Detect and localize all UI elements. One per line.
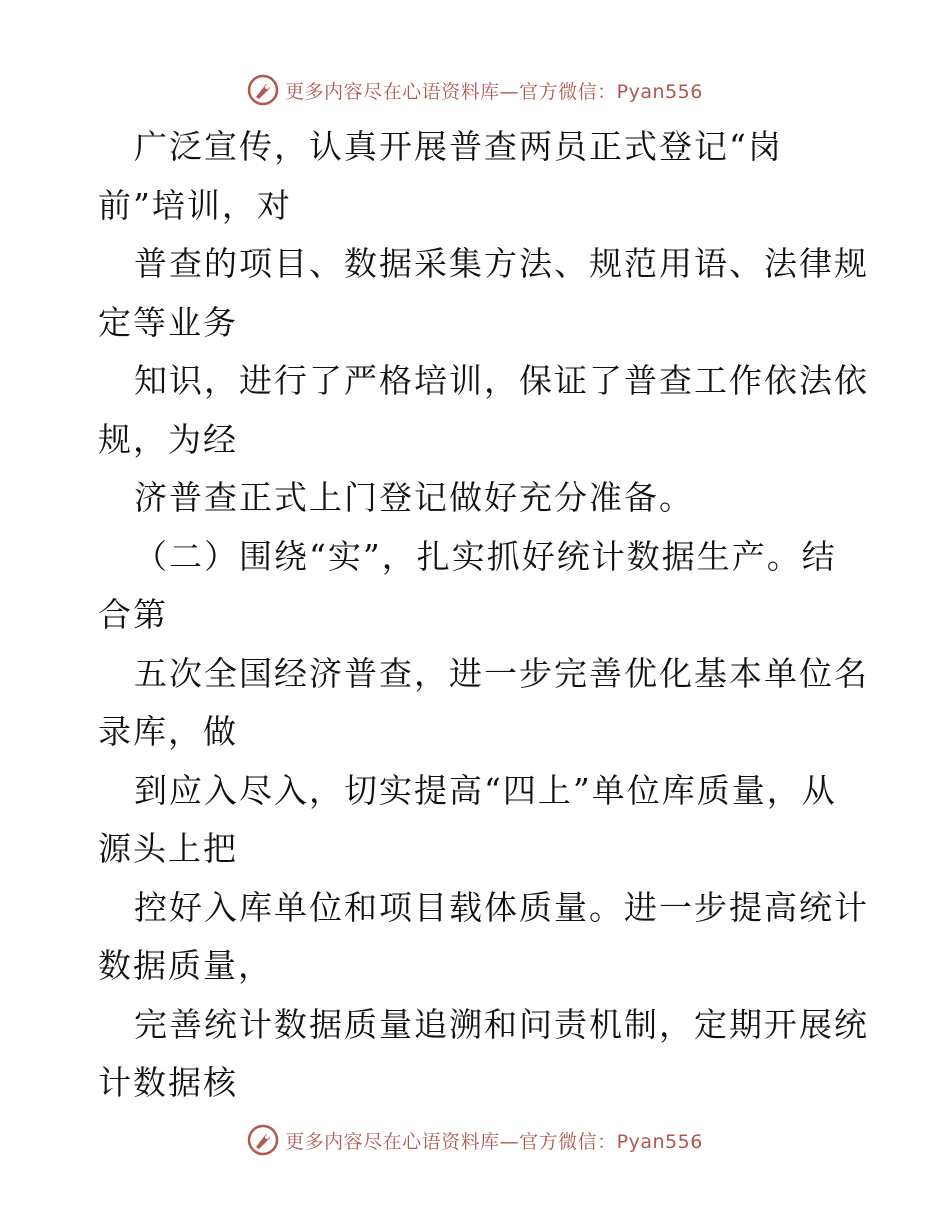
banner-text: 更多内容尽在心语资料库—官方微信：Pyan556: [285, 1130, 703, 1153]
text-line: 合第: [98, 595, 168, 634]
text-line: 广泛宣传，认真开展普查两员正式登记“岗: [134, 127, 783, 166]
text-line: （二）围绕“实”，扎实抓好统计数据生产。结: [134, 536, 837, 576]
text-line: 普查的项目、数据采集方法、规范用语、法律规: [134, 244, 869, 283]
text-line: 规，为经: [98, 419, 238, 459]
text-line: 录库，做: [98, 712, 238, 751]
footer-banner: [0, 1120, 950, 1160]
document-body: [0, 118, 950, 1113]
pen-nib-logo-icon: [247, 74, 279, 106]
pen-nib-logo-icon: [247, 1124, 279, 1156]
banner-text: 更多内容尽在心语资料库—官方微信：Pyan556: [285, 80, 703, 103]
header-banner: [0, 70, 950, 110]
text-line: 计数据核: [98, 1063, 238, 1102]
text-line: 源头上把: [98, 829, 238, 868]
text-line: 五次全国经济普查，进一步完善优化基本单位名: [134, 653, 869, 693]
text-line: 济普查正式上门登记做好充分准备。: [134, 478, 694, 517]
text-line: 完善统计数据质量追溯和问责机制，定期开展统: [134, 1004, 869, 1044]
text-line: 前”培训，对: [98, 185, 292, 225]
text-line: 数据质量，: [98, 946, 273, 985]
text-line: 定等业务: [98, 302, 238, 342]
text-line: 知识，进行了严格培训，保证了普查工作依法依: [134, 361, 869, 400]
text-line: 到应入尽入，切实提高“四上”单位库质量，从: [134, 770, 837, 810]
text-line: 控好入库单位和项目载体质量。进一步提高统计: [134, 887, 869, 927]
